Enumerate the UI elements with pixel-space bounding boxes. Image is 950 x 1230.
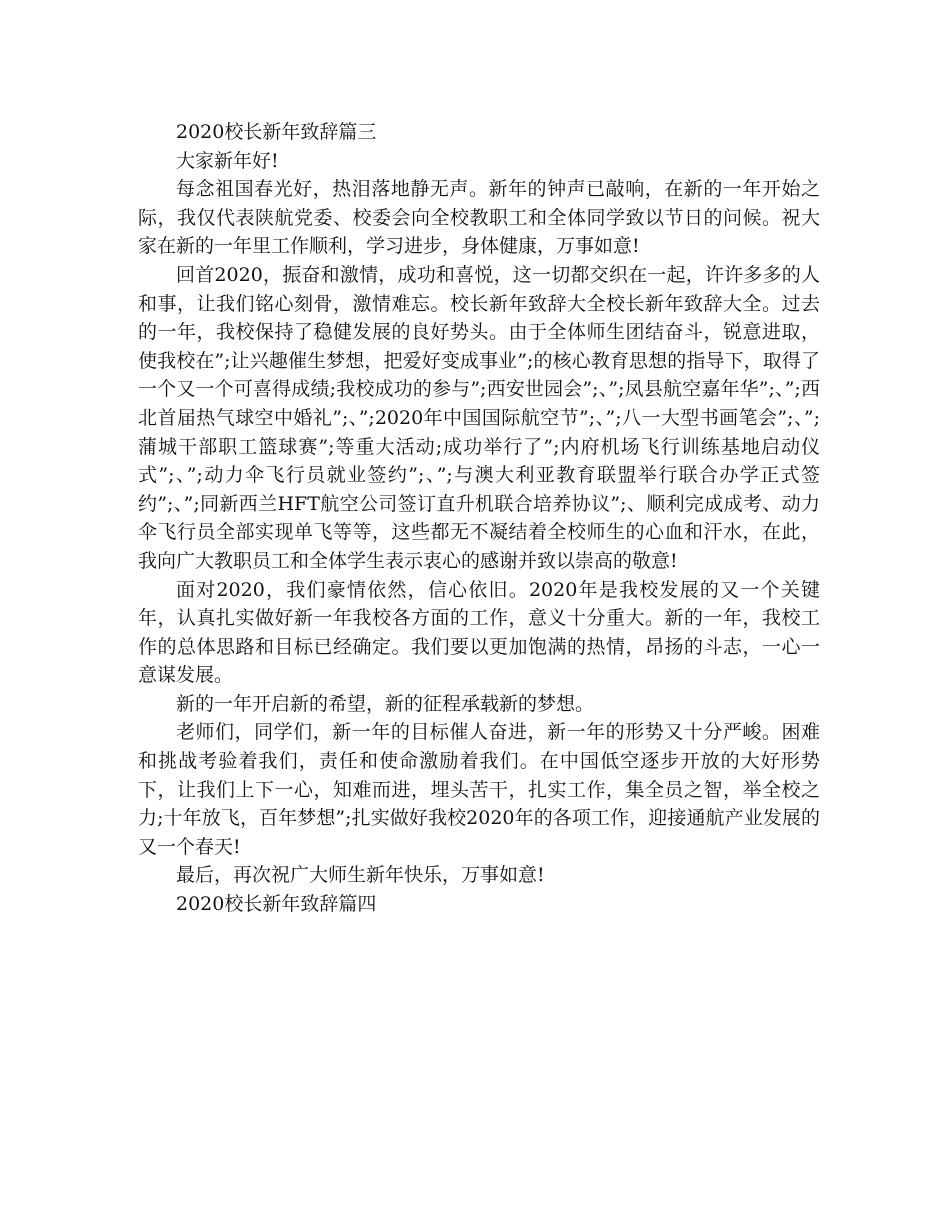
paragraph-call: 老师们，同学们，新一年的目标催人奋进，新一年的形势又十分严峻。困难和挑战考验着我们，责任和使命激励着我们。在中国低空逐步开放的大好形势下，让我们上下一心，知难而进，埋头苦干，扎实工作，集全员之智，举全校之力;十年放飞，百年梦想”;扎实做好我校2020年的各项工作，迎接通航产业发展的又一个春天! — [138, 721, 820, 858]
document-body — [138, 118, 820, 919]
paragraph-review: 回首2020，振奋和激情，成功和喜悦，这一切都交织在一起，许许多多的人和事，让我们铭心刻骨，激情难忘。校长新年致辞大全校长新年致辞大全。过去的一年，我校保持了稳健发展的良好势头。由于全体师生团结奋斗，锐意进取，使我校在”;让兴趣催生梦想，把爱好变成事业”;的核心教育思想的指导下，取得了一个又一个可喜得成绩;我校成功的参与”;西安世园会”;、”;凤县航空嘉年华”;、”;西北首届热气球空中婚礼”;、”;2020年中国国际航空节”;、”;八一大型书画笔会”;、”;蒲城干部职工篮球赛”;等重大活动;成功举行了”;内府机场飞行训练基地启动仪式”;、”;动力伞飞行员就业签约”;、”;与澳大利亚教育联盟举行联合办学正式签约”;、”;同新西兰HFT航空公司签订直升机联合培养协议”;、顺利完成成考、动力伞飞行员全部实现单飞等等，这些都无不凝结着全校师生的心血和汗水，在此，我向广大教职员工和全体学生表示衷心的感谢并致以崇高的敬意! — [138, 263, 820, 572]
section-heading: 2020校长新年致辞篇三 — [176, 121, 377, 143]
paragraph-hope: 新的一年开启新的希望，新的征程承载新的梦想。 — [176, 692, 595, 715]
next-section-heading: 2020校长新年致辞篇四 — [176, 893, 377, 916]
paragraph-opening: 每念祖国春光好，热泪落地静无声。新年的钟声已敲响，在新的一年开始之际，我仅代表陕航党委、校委会向全校教职工和全体同学致以节日的问候。祝大家在新的一年里工作顺利，学习进步，身体健康，万事如意! — [138, 178, 820, 258]
paragraph-outlook: 面对2020，我们豪情依然，信心依旧。2020年是我校发展的又一个关键年，认真扎实做好新一年我校各方面的工作，意义十分重大。新的一年，我校工作的总体思路和目标已经确定。我们要以更加饱满的热情，昂扬的斗志，一心一意谋发展。 — [138, 578, 820, 687]
paragraph-closing: 最后，再次祝广大师生新年快乐，万事如意! — [176, 864, 545, 887]
greeting: 大家新年好! — [176, 149, 279, 172]
